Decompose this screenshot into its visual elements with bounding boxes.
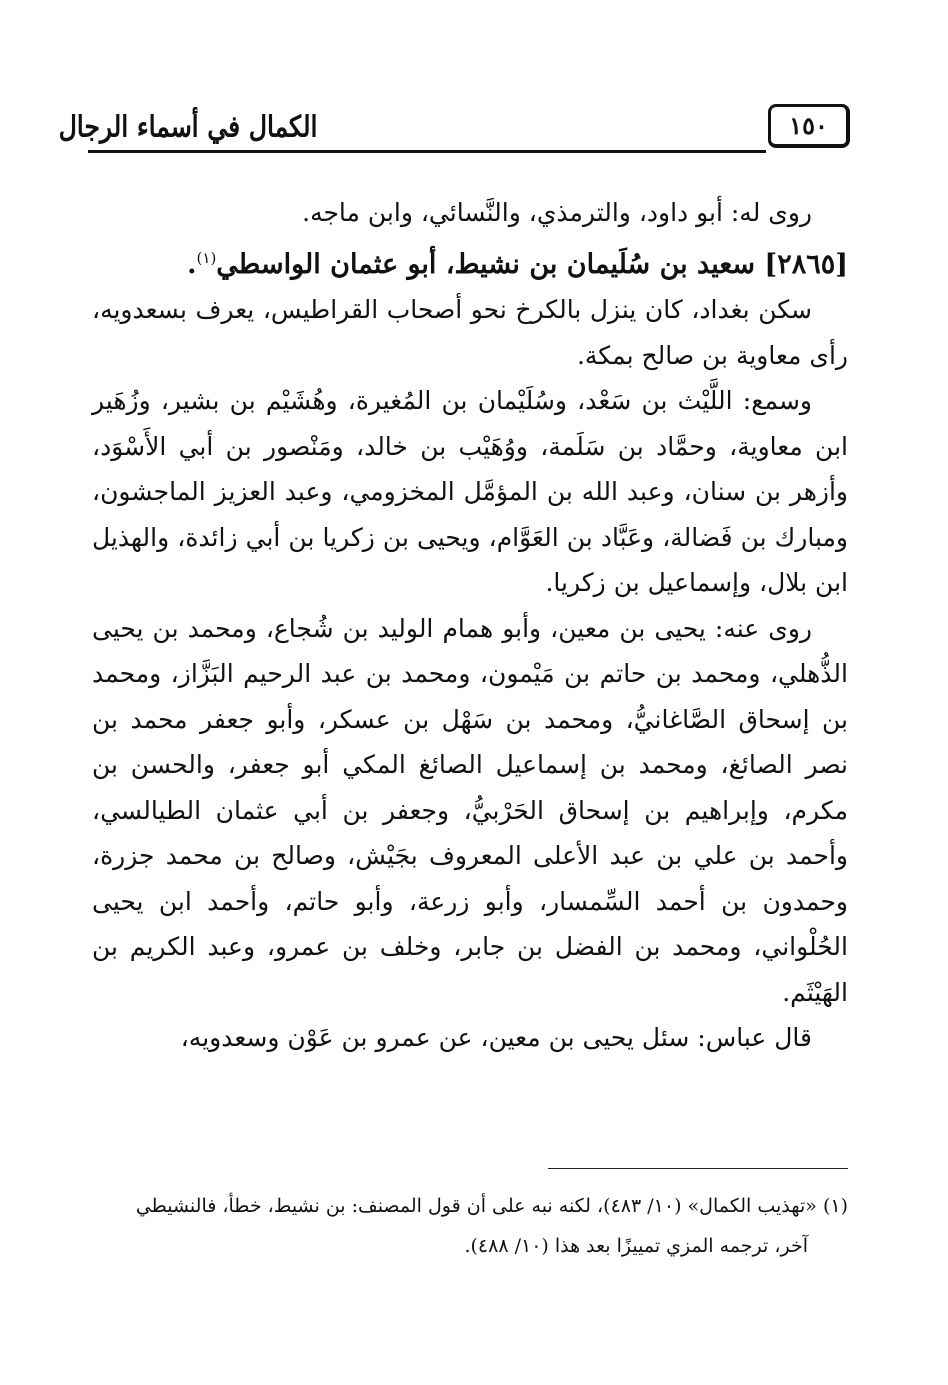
narrators-line: روى له: أبو داود، والترمذي، والنَّسائي، وابن ماجه. <box>302 198 812 227</box>
page-header <box>58 98 850 158</box>
footnotes <box>92 1186 848 1266</box>
footnote-1-line-2: آخر، ترجمه المزي تمييزًا بعد هذا (١٠/ ٤٨٨). <box>464 1235 808 1257</box>
paragraph-abbas: قال عباس: سئل يحيى بن معين، عن عمرو بن عَوْن وسعدويه، <box>180 1023 812 1052</box>
paragraph-teachers: وسمع: اللَّيْث بن سَعْد، وسُلَيْمان بن المُغيرة، وهُشَيْم بن بشير، وزُهَير ابن معاوية، وحمَّاد بن سَلَمة، ووُهَيْب بن خالد، ومَنْصور بن أبي الأَسْوَد، وأزهر بن سنان، وعبد الله بن المؤمَّل المخزومي، وعبد العزيز الماجشون، ومبارك بن فَضالة، وعَبَّاد بن العَوَّام، ويحيى بن زكريا بن أبي زائدة، والهذيل ابن بلال، وإسماعيل بن زكريا. <box>92 386 848 597</box>
paragraph-students: روى عنه: يحيى بن معين، وأبو همام الوليد بن شُجاع، ومحمد بن يحيى الذُّهلي، ومحمد بن حاتم بن مَيْمون، ومحمد بن عبد الرحيم البَزَّاز، ومحمد بن إسحاق الصَّاغانيُّ، ومحمد بن سَهْل بن عسكر، وأبو جعفر محمد بن نصر الصائغ، ومحمد بن إسماعيل الصائغ المكي أبو جعفر، والحسن بن مكرم، وإبراهيم بن إسحاق الحَرْبيُّ، وجعفر بن أبي عثمان الطيالسي، وأحمد بن علي بن عبد الأعلى المعروف بجَيْش، وصالح بن محمد جزرة، وحمدون بن أحمد السِّمسار، وأبو زرعة، وأبو حاتم، وأحمد ابن يحيى الحُلْواني، ومحمد بن الفضل بن جابر، وخلف بن عمرو، وعبد الكريم بن الهَيْثَم. <box>92 613 848 1007</box>
page-number: ١٥٠ <box>768 104 850 148</box>
footnote-rule <box>548 1168 848 1169</box>
entry-number: [٢٨٦٥] <box>764 248 848 280</box>
header-rule <box>88 150 766 153</box>
entry-heading <box>92 236 848 288</box>
footnote-1-line-1: (١) «تهذيب الكمال» (١٠/ ٤٨٣)، لكنه نبه على أن قول المصنف: بن نشيط، خطأ، فالنشيطي <box>135 1195 848 1217</box>
footnote-ref: (١) <box>196 248 217 267</box>
entry-name: سعيد بن سُلَيمان بن نشيط، أبو عثمان الواسطي <box>216 248 756 280</box>
entry-end: . <box>187 248 197 280</box>
main-text <box>92 190 848 1061</box>
paragraph-residence: سكن بغداد، كان ينزل بالكرخ نحو أصحاب القراطيس، يعرف بسعدويه، رأى معاوية بن صالح بمكة. <box>92 295 848 370</box>
running-title: الكمال في أسماء الرجال <box>58 109 318 143</box>
